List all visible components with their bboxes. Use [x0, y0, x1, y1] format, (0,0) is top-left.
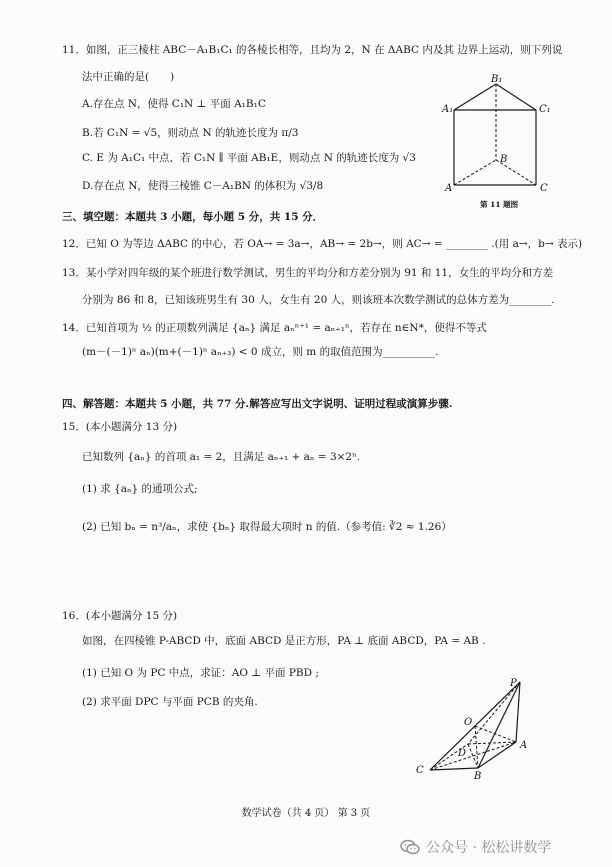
q11-option-b: B.若 C₁N = √5，则动点 N 的轨迹长度为 π/3 — [82, 127, 299, 139]
label-b: B — [500, 154, 508, 165]
watermark — [400, 836, 605, 858]
section-3-heading: 三、填空题：本题共 3 小题，每小题 5 分，共 15 分． — [62, 211, 324, 223]
pyramid-edge-pa — [516, 682, 520, 742]
q12-text: 12．已知 O 为等边 ΔABC 的中心，若 OA→ = 3a→，AB→ = 2b→，则 AC→ = ________ .(用 a→，b→ 表示) — [62, 238, 583, 250]
pyramid-hidden-ca — [430, 742, 516, 770]
q13-line2: 分别为 86 和 8，已知该班男生有 30 人，女生有 20 人，则该班本次数学测试的总体方差为________. — [82, 294, 555, 306]
label-b-pyramid: B — [474, 771, 482, 782]
q15-header: 15．(本小题满分 13 分) — [62, 421, 178, 433]
wechat-icon — [400, 839, 420, 855]
pyramid-figure — [412, 672, 542, 782]
q11-option-c: C. E 为 A₁C₁ 中点，若 C₁N ∥ 平面 AB₁E，则动点 N 的轨迹长度为 √3 — [82, 152, 416, 164]
q11-option-d: D.存在点 N，使得三棱锥 C－A₁BN 的体积为 √3/8 — [82, 180, 324, 192]
q16-part2: (2) 求平面 DPC 与平面 PCB 的夹角. — [82, 696, 258, 708]
q11-option-a: A.存在点 N，使得 C₁N ⊥ 平面 A₁B₁C — [82, 98, 266, 110]
q11-line2: 法中正确的是( ) — [82, 71, 175, 83]
label-b1: B₁ — [491, 74, 503, 85]
figure-11-caption: 第 11 题图 — [480, 200, 519, 209]
label-a-pyramid: A — [520, 740, 528, 751]
q15-part1: (1) 求 {aₙ} 的通项公式; — [82, 483, 198, 495]
pyramid-hidden-da — [468, 742, 516, 744]
label-c: C — [540, 183, 548, 194]
q13-line1: 13．某小学对四年级的某个班进行数学测试，男生的平均分和方差分别为 91 和 11，女生的平均分和方差 — [62, 267, 554, 279]
section-4-heading: 四、解答题：本题共 5 小题，共 77 分.解答应写出文字说明、证明过程或演算步骤. — [62, 398, 453, 410]
pyramid-edge-cb — [430, 768, 478, 770]
label-c1: C₁ — [539, 104, 551, 115]
q15-part2: (2) 已知 bₙ = n³/aₙ，求使 {bₙ} 取得最大项时 n 的值.（参考值: ∛2 ≈ 1.26） — [82, 521, 452, 533]
label-a1: A₁ — [442, 104, 454, 115]
q16-part1: (1) 已知 O 为 PC 中点，求证：AO ⊥ 平面 PBD ; — [82, 667, 319, 679]
q14-line1: 14．已知首项为 ½ 的正项数列满足 {aₙ} 满足 aₙⁿ⁺¹ = aₙ₊₁ⁿ，若存在 n∈N*，使得不等式 — [62, 322, 487, 334]
label-d: D — [458, 748, 467, 759]
label-c-pyramid: C — [416, 765, 424, 776]
page-footer: 数学试卷（共 4 页） 第 3 页 — [241, 808, 371, 819]
q14-line2: (m－(－1)ⁿ aₙ)(m+(－1)ⁿ aₙ₊₃) < 0 成立，则 m 的取值范围为__________. — [82, 346, 439, 358]
prism-figure — [440, 72, 560, 197]
q16-stem: 如图，在四棱锥 P-ABCD 中，底面 ABCD 是正方形，PA ⊥ 底面 ABCD，PA = AB . — [82, 635, 486, 647]
q16-header: 16．(本小题满分 15 分) — [62, 610, 178, 622]
label-p: P — [510, 678, 517, 689]
prism-hidden-edge — [454, 160, 496, 185]
prism-edge — [496, 84, 536, 110]
prism-edge — [454, 84, 496, 110]
pyramid-hidden-oa — [475, 726, 516, 742]
q11-line1: 11．如图，正三棱柱 ABC－A₁B₁C₁ 的各棱长相等，且均为 2，N 在 ΔABC 内及其 边界上运动，则下列说 — [62, 44, 563, 56]
watermark-text: 公众号 · 松松讲数学 — [426, 840, 552, 856]
label-a: A — [445, 183, 453, 194]
label-o: O — [464, 717, 473, 728]
q15-stem: 已知数列 {aₙ} 的首项 a₁ = 2，且满足 aₙ₊₁ + aₙ = 3×2ⁿ. — [82, 451, 360, 463]
